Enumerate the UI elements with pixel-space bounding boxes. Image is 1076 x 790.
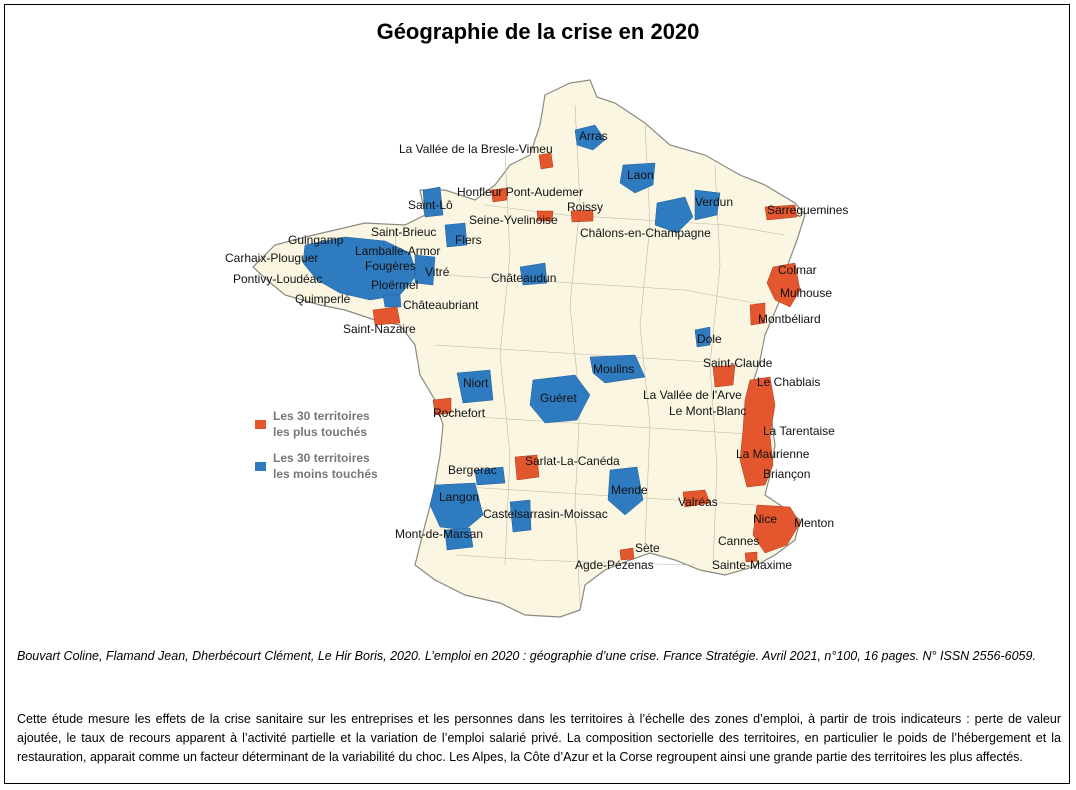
label-vallee-arve: La Vallée de l'Arve bbox=[643, 388, 742, 402]
label-guingamp: Guingamp bbox=[288, 233, 344, 247]
label-honfleur: Honfleur Pont-Audemer bbox=[457, 185, 584, 199]
label-colmar: Colmar bbox=[778, 263, 817, 277]
label-rochefort: Rochefort bbox=[433, 406, 486, 420]
legend bbox=[255, 409, 378, 481]
label-valreas: Valréas bbox=[678, 495, 718, 509]
legend-swatch-least bbox=[255, 462, 266, 471]
label-moulins: Moulins bbox=[593, 362, 635, 376]
label-gueret: Guéret bbox=[540, 391, 577, 405]
label-cannes: Cannes bbox=[718, 534, 760, 548]
label-quimperle: Quimperlé bbox=[295, 292, 351, 306]
label-sete: Sète bbox=[635, 541, 660, 555]
label-saint-claude: Saint-Claude bbox=[703, 356, 773, 370]
label-seine-yvelinoise: Seine-Yvelinoise bbox=[469, 213, 558, 227]
label-chalons: Châlons-en-Champagne bbox=[580, 226, 711, 240]
label-pontivy: Pontivy-Loudéac bbox=[233, 272, 323, 286]
label-sarlat: Sarlat-La-Canéda bbox=[525, 454, 620, 468]
label-le-chablais: Le Chablais bbox=[757, 375, 821, 389]
label-niort: Niort bbox=[463, 376, 489, 390]
label-roissy: Roissy bbox=[567, 200, 604, 214]
label-verdun: Verdun bbox=[695, 195, 734, 209]
label-agde-pezenas: Agde-Pézenas bbox=[575, 558, 654, 572]
label-dole: Dole bbox=[697, 332, 722, 346]
figure-title: Géographie de la crise en 2020 bbox=[376, 19, 700, 44]
label-saint-nazaire: Saint-Nazaire bbox=[343, 322, 416, 336]
label-ploermel: Ploërmel bbox=[371, 278, 419, 292]
label-carhaix: Carhaix-Plouguer bbox=[225, 251, 319, 265]
label-flers: Flers bbox=[455, 233, 482, 247]
label-lamballe: Lamballe-Armor bbox=[355, 244, 441, 258]
figure-frame bbox=[4, 4, 1070, 784]
label-maurienne: La Maurienne bbox=[736, 447, 810, 461]
legend-least-line1: Les 30 territoires bbox=[273, 451, 370, 465]
zone-chateaubriant bbox=[383, 295, 401, 307]
france-map-svg bbox=[215, 65, 855, 625]
study-summary: Cette étude mesure les effets de la crise sanitaire sur les entreprises et les personnes dans les territoires à l’échelle des zones d’emploi, à partir de trois indicateurs : perte de valeur ajoutée, le taux de recours apparent à l’activité partielle et la variation de l’emploi salarié privé. La composition sectorielle des territoires, en particulier le poids de l’hébergement et la restauration, apparait comme un facteur déterminant de la variabilité du choc. Les Alpes, la Côte d’Azur et la Corse regroupent ainsi une grande partie des territoires les plus affectés. bbox=[17, 712, 1061, 764]
source-citation: Bouvart Coline, Flamand Jean, Dherbécourt Clément, Le Hir Boris, 2020. L’emploi en 2020 : géographie d’une crise. France Stratégie. Avril 2021, n°100, 16 pages. N° ISSN 2556-6059. bbox=[17, 649, 1036, 663]
label-bergerac: Bergerac bbox=[448, 463, 497, 477]
label-saint-brieuc: Saint-Brieuc bbox=[371, 225, 437, 239]
label-castelsarrasin: Castelsarrasin-Moissac bbox=[483, 507, 608, 521]
label-vitre: Vitré bbox=[425, 265, 450, 279]
label-mulhouse: Mulhouse bbox=[780, 286, 833, 300]
label-montbeliard: Montbéliard bbox=[758, 312, 821, 326]
label-saint-lo: Saint-Lô bbox=[408, 198, 453, 212]
label-sarreguemines: Sarreguemines bbox=[767, 203, 849, 217]
label-mende: Mende bbox=[611, 483, 648, 497]
label-mont-blanc: Le Mont-Blanc bbox=[669, 404, 747, 418]
label-chateaudun: Châteaudun bbox=[491, 271, 557, 285]
legend-swatch-most bbox=[255, 420, 266, 429]
label-menton: Menton bbox=[794, 516, 835, 530]
label-briancon: Briançon bbox=[763, 467, 811, 481]
legend-least-line2: les moins touchés bbox=[273, 467, 378, 481]
label-nice: Nice bbox=[753, 512, 778, 526]
label-laon: Laon bbox=[627, 168, 654, 182]
label-fougeres: Fougères bbox=[365, 259, 416, 273]
france-map bbox=[215, 65, 855, 625]
label-arras: Arras bbox=[579, 129, 608, 143]
legend-most-line2: les plus touchés bbox=[273, 425, 368, 439]
label-bresle-vimeu: La Vallée de la Bresle-Vimeu bbox=[399, 142, 553, 156]
label-mont-de-marsan: Mont-de-Marsan bbox=[395, 527, 484, 541]
label-tarentaise: La Tarentaise bbox=[763, 424, 835, 438]
label-chateaubriant: Châteaubriant bbox=[403, 298, 479, 312]
legend-most-line1: Les 30 territoires bbox=[273, 409, 370, 423]
label-sainte-maxime: Sainte-Maxime bbox=[712, 558, 793, 572]
label-langon: Langon bbox=[439, 490, 480, 504]
